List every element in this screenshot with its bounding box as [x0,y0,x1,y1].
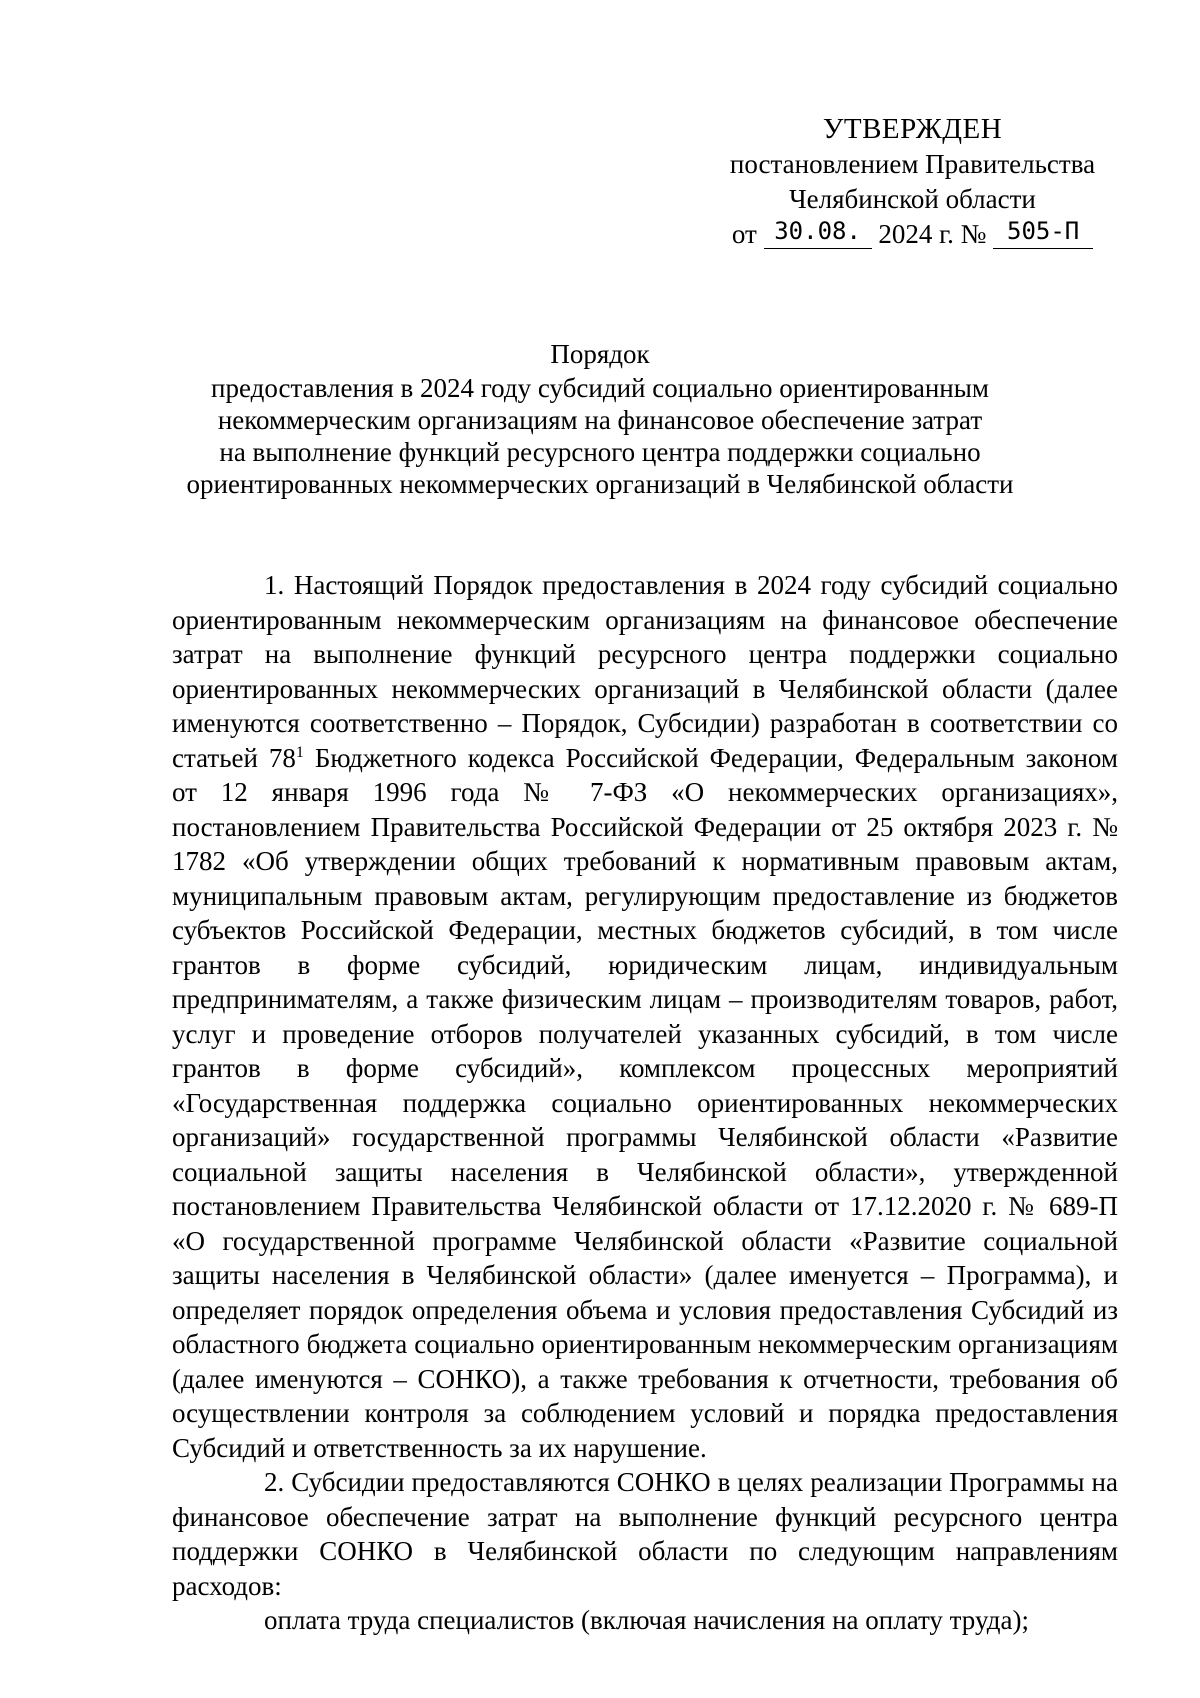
footnote-superscript: 1 [295,743,304,761]
number-field [993,217,1093,249]
title-line: на выполнение функций ресурсного центра поддержки социально [219,437,981,467]
title-line: предоставления в 2024 году субсидий социально ориентированным [211,373,989,403]
date-field [764,217,872,249]
year-label: 2024 г. № [878,219,987,249]
approval-block [720,112,1105,252]
approval-date-line [720,217,1105,252]
paragraph-1-text-a: 1. Настоящий Порядок предоставления в 2024 году субсидий социально ориентированным некоммерческим организациям на финансовое обеспечение затрат на выполнение функций ресурсного центра поддержки социально ориентированных некоммерческих организаций в Челябинской области (далее именуются соответственно – Порядок, Субсидии) разработан в соответствии со статьей 78 [172,570,1118,773]
approval-line-1: постановлением Правительства [729,149,1096,179]
title-line: некоммерческим организациям на финансовое обеспечение затрат [217,405,983,435]
approval-line-2: Челябинской области [789,184,1036,214]
paragraph-2: 2. Субсидии предоставляются СОНКО в целях реализации Программы на финансовое обеспечение затрат на выполнение функций ресурсного центра поддержки СОНКО в Челябинской области по следующим направлениям расходов: [172,1467,1118,1601]
paragraph-1-text-b: Бюджетного кодекса Российской Федерации, Федеральным законом от 12 января 1996 года № 7-ФЗ «О некоммерческих организациях», постановлением Правительства Российской Федерации от 25 октября 2023 г. № 1782 «Об утверждении общих требований к нормативным правовым актам, муниципальным правовым актам, регулирующим предоставление из бюджетов субъектов Российской Федерации, местных бюджетов субсидий, в том числе грантов в форме субсидий, юридическим лицам, индивидуальным предпринимателям, а также физическим лицам – производителям товаров, работ, услуг и проведение отборов получателей указанных субсидий, в том числе грантов в форме субсидий», комплексом процессных мероприятий «Государственная поддержка социально ориентированных некоммерческих организаций» государственной программы Челябинской области «Развитие социальной защиты населения в Челябинской области», утвержденной постановлением Правительства Челябинской области от 17.12.2020 г. № 689-П «О государственной программе Челябинской области «Развитие социальной защиты населения в Челябинской области» (далее именуется – Программа), и определяет порядок определения объема и условия предоставления Субсидий из областного бюджета социально ориентированным некоммерческим организациям (далее именуются – СОНКО), а также требования к отчетности, требования об осуществлении контроля за соблюдением условий и порядка предоставления Субсидий и ответственность за их нарушение. [172,742,1119,1463]
date-prefix: от [731,219,757,249]
number-value: 505-П [1007,217,1080,245]
paragraph-3: оплата труда специалистов (включая начисления на оплату труда); [264,1605,1029,1635]
title-line: ориентированных некоммерческих организаций в Челябинской области [186,469,1014,499]
paragraph-1 [172,568,1118,1465]
date-value: 30.08. [774,217,861,245]
document-body [172,568,1118,1638]
title-heading: Порядок [550,339,650,369]
approval-stamp: УТВЕРЖДЕН [822,113,1003,145]
document-title [150,338,1050,500]
